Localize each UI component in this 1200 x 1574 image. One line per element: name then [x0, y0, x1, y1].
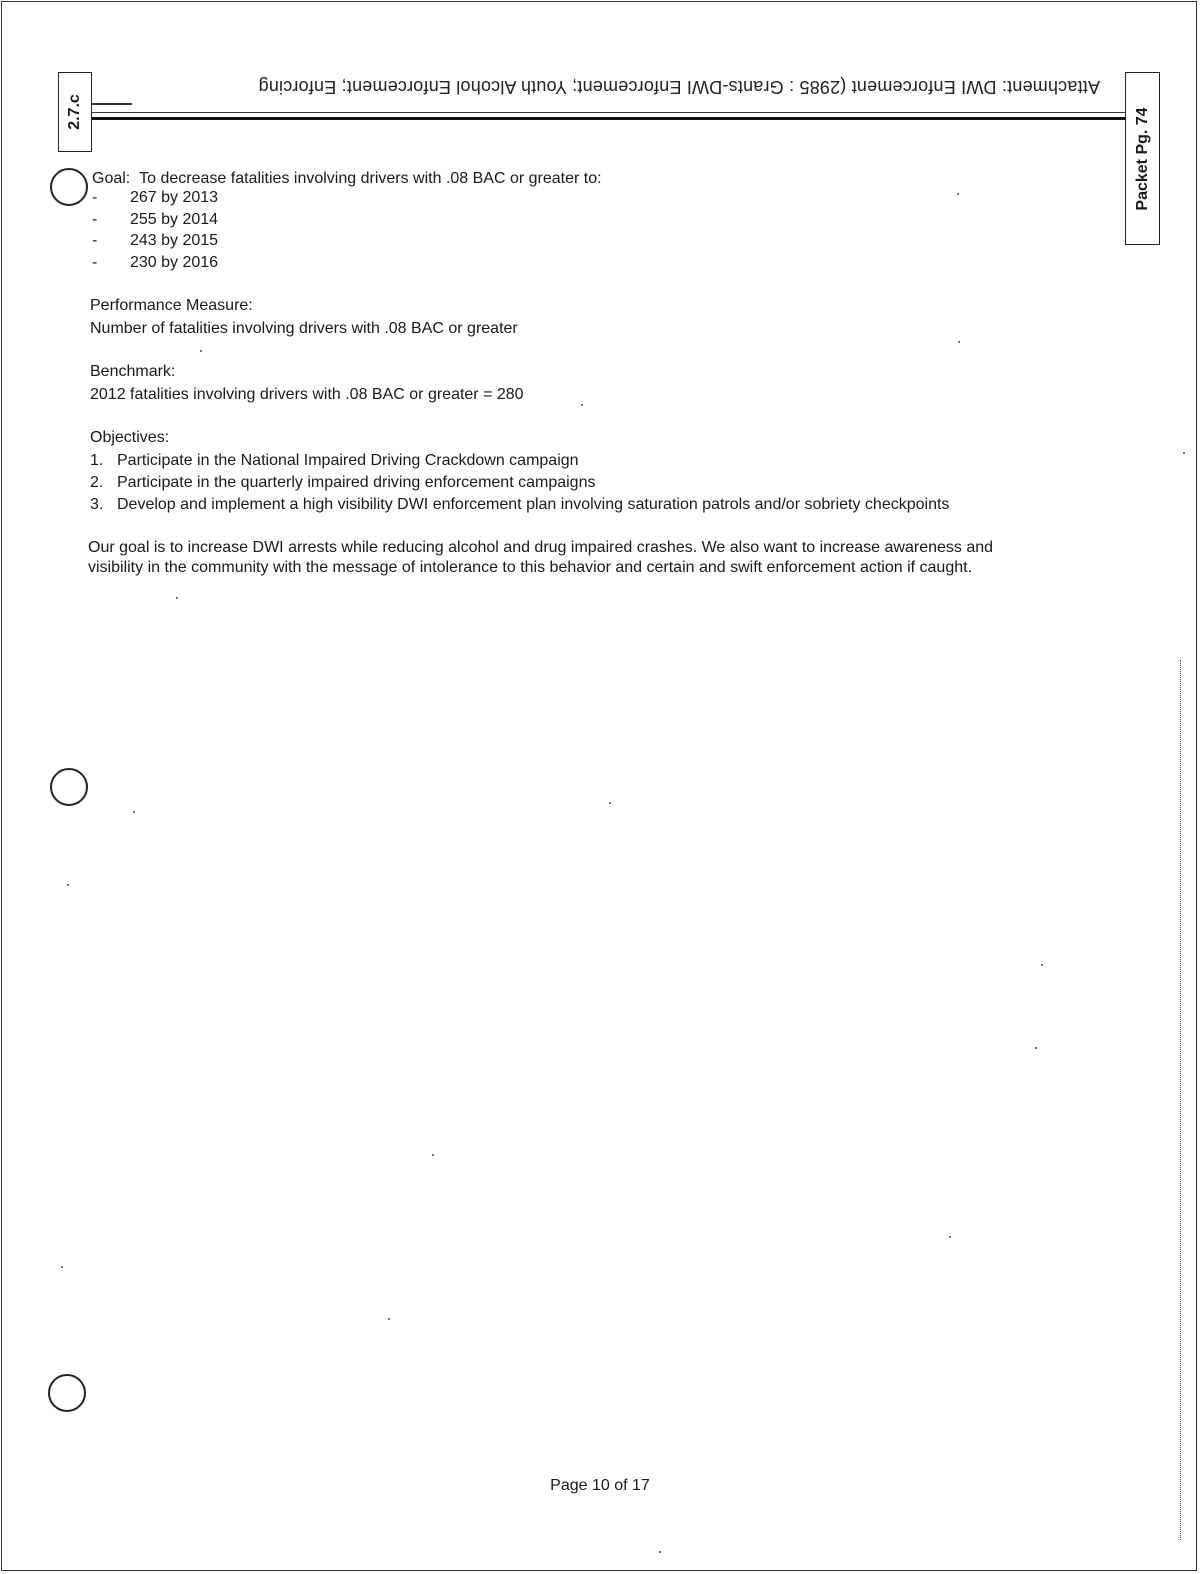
- goal-target-item: - 230 by 2016: [92, 253, 219, 271]
- benchmark-text: 2012 fatalities involving drivers with .08 BAC or greater = 280: [90, 386, 524, 403]
- item-number-tab: [58, 72, 92, 152]
- goal-target-list: [92, 187, 218, 273]
- goal-target-item: - 267 by 2013: [92, 189, 219, 206]
- punch-hole-bottom: [48, 1374, 86, 1412]
- objectives-list: [90, 450, 949, 516]
- header-rule-thin: [92, 112, 1132, 113]
- scan-speck: [957, 193, 959, 195]
- scan-speck: [659, 1551, 661, 1553]
- header-rule-thick: [92, 117, 1132, 120]
- objectives-heading: Objectives:: [90, 429, 170, 446]
- scan-speck: [432, 1154, 434, 1156]
- scan-speck: [176, 597, 178, 599]
- scan-speck: [388, 1318, 390, 1320]
- goal-target-item: - 255 by 2014: [92, 210, 219, 228]
- scan-speck: [200, 350, 202, 352]
- benchmark-heading: Benchmark:: [90, 363, 176, 380]
- scan-edge-artifact: [1180, 660, 1182, 1540]
- scan-speck: [1183, 452, 1185, 454]
- packet-page-label: Packet Pg. 74: [1133, 106, 1151, 211]
- goal-target-item: - 243 by 2015: [92, 232, 219, 249]
- scan-speck: [133, 811, 135, 813]
- performance-measure-text: Number of fatalities involving drivers with .08 BAC or greater: [90, 320, 518, 337]
- scan-speck: [1041, 964, 1043, 966]
- objective-item: 2. Participate in the quarterly impaired driving enforcement campaigns: [90, 474, 596, 491]
- goal-statement: [92, 168, 602, 189]
- goal-label: Goal:: [92, 170, 131, 187]
- scan-speck: [949, 1236, 951, 1238]
- punch-hole-top: [50, 168, 88, 206]
- scan-speck: [1035, 1047, 1037, 1049]
- scan-speck: [67, 884, 69, 886]
- summary-paragraph: Our goal is to increase DWI arrests while reducing alcohol and drug impaired crashes. We also want to increase awareness and visibility in the community with the message of intolerance to this behavior and certain and swift enforcement action if caught.: [88, 539, 994, 576]
- performance-measure-heading: Performance Measure:: [90, 297, 253, 314]
- scan-speck: [581, 404, 583, 406]
- objective-item: 1. Participate in the National Impaired Driving Crackdown campaign: [90, 452, 579, 469]
- scan-speck: [958, 341, 960, 343]
- objective-item: 3. Develop and implement a high visibility DWI enforcement plan involving saturation patrols and/or sobriety checkpoints: [90, 496, 950, 513]
- header-rule-short: [92, 103, 132, 105]
- packet-page-tab: [1125, 72, 1160, 245]
- item-number-label: 2.7.c: [66, 94, 83, 130]
- scan-speck: [609, 802, 611, 804]
- scan-speck: [61, 1266, 63, 1268]
- attachment-header: Attachment: DWI Enforcement (2985 : Grants-DWI Enforcement; Youth Alcohol Enforcement; Enforcing: [258, 77, 1100, 97]
- page-number: Page 10 of 17: [550, 1477, 650, 1494]
- punch-hole-middle: [50, 768, 88, 806]
- goal-text: To decrease fatalities involving drivers with .08 BAC or greater to:: [139, 170, 602, 187]
